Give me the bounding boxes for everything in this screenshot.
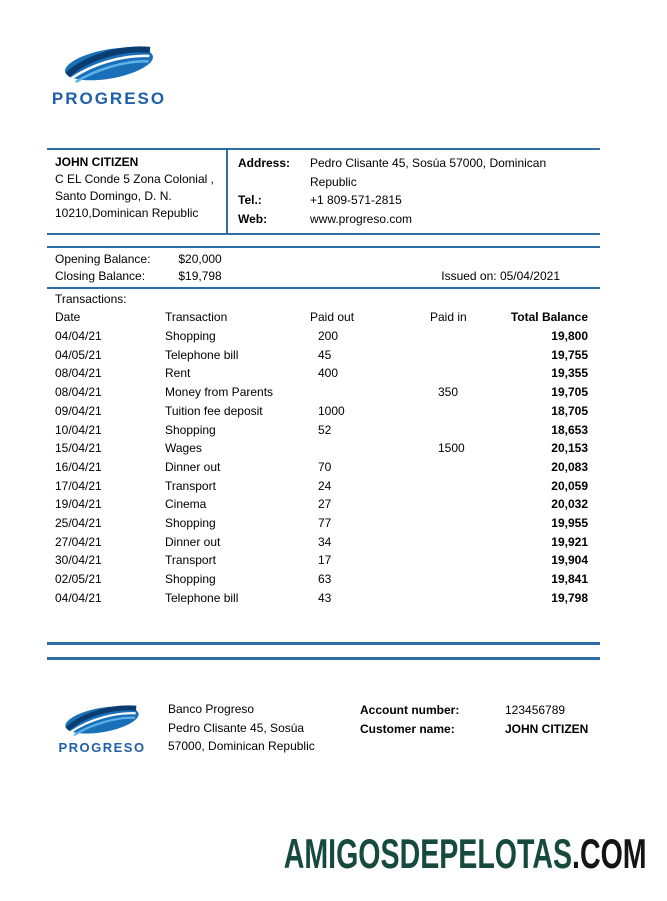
cell-total-balance: 20,153 [551,441,588,456]
transaction-row [47,327,600,346]
cell-transaction: Wages [165,441,202,456]
cell-paid-in [430,570,508,589]
cell-total-balance: 19,955 [551,516,588,531]
cell-total-balance: 19,798 [551,590,588,605]
cell-paid-out: 45 [318,347,332,362]
address-label: Address: [238,156,291,170]
closing-balance-value: $19,798 [178,268,222,283]
cell-date: 02/05/21 [55,572,102,587]
cell-total-balance: 18,653 [551,422,588,437]
cell-transaction: Cinema [165,497,207,512]
cell-paid-out: 200 [318,329,339,343]
footer-labels [360,701,459,739]
cell-transaction: Shopping [165,422,216,437]
cell-paid-in [430,514,508,533]
cell-paid-out: 400 [318,366,339,381]
cell-total-balance: 19,921 [551,534,588,549]
account-number-label: Account number: [360,703,460,717]
cell-total-balance: 18,705 [551,403,588,418]
account-holder-box [47,148,600,235]
cell-paid-in [430,458,508,477]
cell-date: 16/04/21 [55,459,102,474]
cell-date: 15/04/21 [55,441,102,456]
cell-paid-out: 70 [318,459,332,474]
cell-date: 30/04/21 [55,553,102,568]
cell-paid-in [430,402,508,421]
cell-transaction: Transport [165,478,216,493]
header-date: Date [55,310,81,324]
transaction-row [47,495,600,514]
progreso-swoosh-icon [55,700,149,740]
cell-paid-in [430,421,508,440]
header-paid-out: Paid out [310,310,355,324]
transaction-row [47,533,600,552]
bank-address-block [168,700,315,756]
cell-paid-out: 77 [318,516,332,531]
cell-paid-in: 350 [438,385,459,400]
progreso-swoosh-icon [53,40,165,88]
bank-address-line: 57000, Dominican Republic [168,739,315,753]
transaction-row [47,402,600,421]
opening-balance-label: Opening Balance: [55,252,151,266]
footer-values [505,701,588,739]
cell-paid-out: 1000 [318,403,345,418]
cell-transaction: Dinner out [165,534,221,549]
transaction-row [47,346,600,365]
cell-date: 04/05/21 [55,347,102,362]
closing-balance-row [47,268,600,285]
cell-paid-in [430,346,508,365]
balance-summary [47,246,600,289]
cell-paid-out: 63 [318,572,332,587]
cell-transaction: Rent [165,366,191,381]
contact-row-web [238,210,590,229]
cell-paid-in [430,327,508,346]
bank-contact-block [228,150,600,233]
watermark-main: AMIGOSDEPELOTAS [284,830,573,877]
cell-paid-out: 24 [318,478,332,493]
cell-paid-in [430,477,508,496]
cell-date: 04/04/21 [55,590,102,605]
transaction-row [47,589,600,608]
cell-date: 17/04/21 [55,478,102,493]
cell-date: 19/04/21 [55,497,102,512]
issued-on: Issued on: 05/04/2021 [441,268,560,283]
watermark-text [284,831,647,877]
cell-transaction: Shopping [165,329,216,343]
cell-transaction: Transport [165,553,216,568]
cell-paid-in [430,589,508,608]
transactions-section [47,291,600,608]
customer-address-block [47,150,228,233]
transaction-row [47,439,600,458]
cell-total-balance: 20,059 [551,478,588,493]
web-label: Web: [238,211,268,226]
cell-date: 25/04/21 [55,516,102,531]
transaction-row [47,551,600,570]
transaction-row [47,364,600,383]
cell-total-balance: 19,705 [551,385,588,400]
transaction-row [47,458,600,477]
cell-transaction: Telephone bill [165,347,239,362]
transaction-row [47,383,600,402]
divider-line [47,642,600,645]
contact-row-tel [238,191,590,210]
cell-paid-out: 27 [318,497,332,512]
transactions-header-row [47,308,600,327]
brand-name: PROGRESO [58,740,146,755]
cell-paid-out [310,383,430,402]
cell-date: 27/04/21 [55,534,102,549]
transactions-title: Transactions: [55,292,127,306]
cell-total-balance: 19,755 [551,347,588,362]
cell-paid-in [430,495,508,514]
header-total-balance: Total Balance [510,310,588,324]
cell-total-balance: 20,083 [551,459,588,474]
cell-transaction: Shopping [165,572,216,587]
cell-paid-out [310,439,430,458]
header-paid-in: Paid in [430,310,467,324]
customer-address-line: 10210,Dominican Republic [55,206,199,220]
bank-address-line: Pedro Clisante 45, Sosúa [168,720,305,735]
closing-balance-label: Closing Balance: [55,268,146,283]
header-transaction: Transaction [165,310,228,324]
opening-balance-row [47,251,600,268]
tel-label: Tel.: [238,193,262,207]
cell-paid-in [430,551,508,570]
cell-paid-out: 43 [318,590,332,605]
cell-paid-in [430,364,508,383]
cell-paid-out: 34 [318,534,332,549]
contact-row-address [238,154,590,191]
cell-paid-out: 52 [318,422,332,437]
divider-line [47,657,600,660]
cell-date: 08/04/21 [55,385,102,400]
cell-date: 08/04/21 [55,366,102,381]
customer-address-line: Santo Domingo, D. N. [55,189,172,203]
tel-value: +1 809-571-2815 [310,193,402,207]
cell-transaction: Telephone bill [165,590,239,605]
customer-name-value: JOHN CITIZEN [505,722,589,736]
cell-total-balance: 19,355 [551,366,588,381]
progreso-logo-footer [52,700,152,755]
customer-name-label: Customer name: [360,722,455,736]
transaction-row [47,570,600,589]
web-value: www.progreso.com [310,211,413,226]
cell-transaction: Dinner out [165,459,221,474]
bank-name: Banco Progreso [168,702,255,716]
transaction-row [47,421,600,440]
cell-paid-in [430,533,508,552]
cell-date: 04/04/21 [55,329,102,343]
transaction-row [47,477,600,496]
customer-name: JOHN CITIZEN [55,155,139,169]
cell-date: 09/04/21 [55,403,102,418]
address-value: Pedro Clisante 45, Sosúa 57000, Dominican Republic [310,156,547,189]
account-number-value: 123456789 [505,703,566,717]
cell-total-balance: 19,904 [551,553,588,568]
cell-total-balance: 19,841 [551,572,588,587]
cell-transaction: Tuition fee deposit [165,403,263,418]
customer-address-line: C EL Conde 5 Zona Colonial , [55,172,214,186]
cell-paid-in: 1500 [438,441,465,456]
cell-total-balance: 19,800 [551,329,588,343]
opening-balance-value: $20,000 [178,252,222,266]
brand-name: PROGRESO [51,89,167,108]
progreso-logo [50,40,168,109]
cell-paid-out: 17 [318,553,332,568]
transaction-row [47,514,600,533]
cell-date: 10/04/21 [55,422,102,437]
cell-transaction: Money from Parents [165,385,274,400]
cell-total-balance: 20,032 [551,497,588,512]
watermark-suffix: .COM [572,830,647,877]
cell-transaction: Shopping [165,516,216,531]
